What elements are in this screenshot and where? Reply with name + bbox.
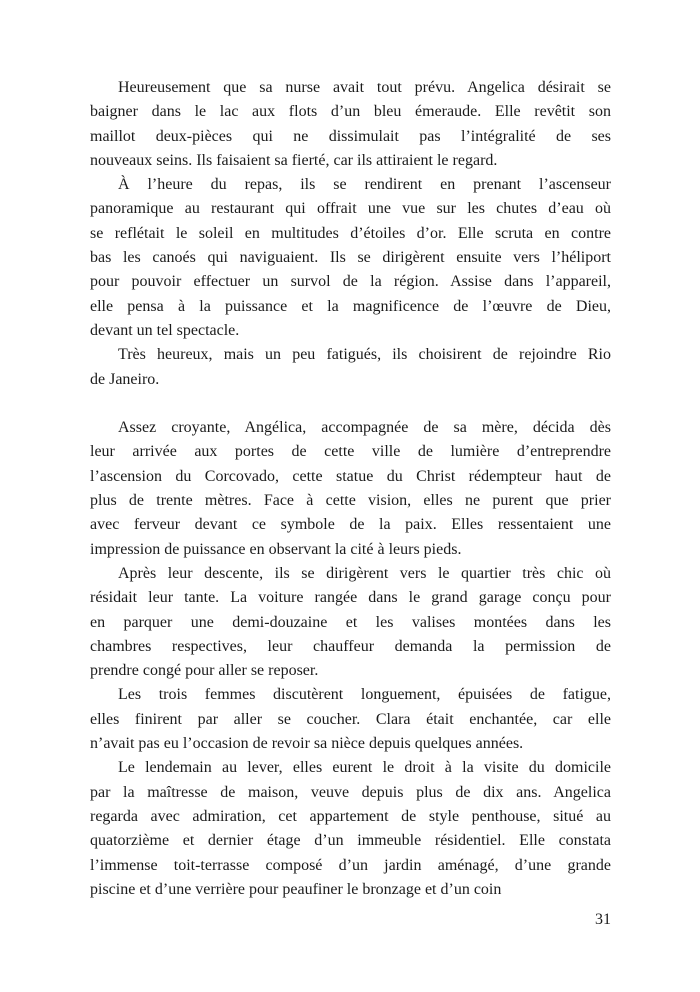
text-line: l’immense toit-terrasse composé d’un jardin aménagé, d’une grande bbox=[90, 856, 611, 874]
text-line: résidait leur tante. La voiture rangée dans le grand garage conçu pour bbox=[90, 589, 611, 607]
paragraph bbox=[90, 173, 611, 343]
text-line: elles finirent par aller se coucher. Clara était enchantée, car elle bbox=[90, 710, 611, 728]
paragraph bbox=[90, 562, 611, 683]
text-line: Le lendemain au lever, elles eurent le droit à la visite du domicile bbox=[118, 759, 611, 777]
text-line: avec ferveur devant ce symbole de la paix. Elles ressentaient une bbox=[90, 516, 611, 534]
text-line: Assez croyante, Angélica, accompagnée de sa mère, décida dès bbox=[118, 419, 611, 437]
paragraph bbox=[90, 756, 611, 902]
paragraph bbox=[90, 416, 611, 562]
text-line: Très heureux, mais un peu fatigués, ils choisirent de rejoindre Rio bbox=[118, 346, 611, 364]
page-text bbox=[90, 76, 611, 902]
text-line: l’ascension du Corcovado, cette statue du Christ rédempteur haut de bbox=[90, 467, 611, 485]
text-line: se reflétait le soleil en multitudes d’étoiles d’or. Elle scruta en contre bbox=[90, 224, 611, 242]
text-line: baigner dans le lac aux flots d’un bleu émeraude. Elle revêtit son bbox=[90, 103, 611, 121]
text-line: Les trois femmes discutèrent longuement, épuisées de fatigue, bbox=[118, 686, 611, 704]
text-line: plus de trente mètres. Face à cette vision, elles ne purent que prier bbox=[90, 492, 611, 510]
text-line: quatorzième et dernier étage d’un immeuble résidentiel. Elle constata bbox=[90, 832, 611, 850]
paragraph bbox=[90, 343, 611, 392]
paragraph bbox=[90, 683, 611, 756]
text-line: Heureusement que sa nurse avait tout prévu. Angelica désirait se bbox=[118, 79, 611, 96]
paragraph bbox=[90, 76, 611, 173]
text-line: elle pensa à la puissance et la magnificence de l’œuvre de Dieu, bbox=[90, 297, 611, 315]
text-line: en parquer une demi-douzaine et les valises montées dans les bbox=[90, 613, 611, 631]
text-line: nouveaux seins. Ils faisaient sa fierté, car ils attiraient le regard. bbox=[90, 151, 498, 169]
page-number: 31 bbox=[595, 911, 611, 928]
text-line: bas les canoés qui naviguaient. Ils se dirigèrent ensuite vers l’héliport bbox=[90, 249, 611, 267]
text-line: n’avait pas eu l’occasion de revoir sa nièce depuis quelques années. bbox=[90, 735, 524, 753]
text-line: chambres respectives, leur chauffeur demanda la permission de bbox=[90, 637, 611, 655]
text-line: leur arrivée aux portes de cette ville de lumière d’entreprendre bbox=[90, 443, 611, 461]
text-line: par la maîtresse de maison, veuve depuis plus de dix ans. Angelica bbox=[90, 783, 611, 801]
text-line: regarda avec admiration, cet appartement de style penthouse, situé au bbox=[90, 807, 611, 825]
text-line: panoramique au restaurant qui offrait une vue sur les chutes d’eau où bbox=[90, 200, 611, 218]
text-line: de Janeiro. bbox=[90, 370, 160, 388]
text-line: Après leur descente, ils se dirigèrent vers le quartier très chic où bbox=[118, 564, 611, 582]
text-line: maillot deux-pièces qui ne dissimulait pas l’intégralité de ses bbox=[90, 127, 611, 145]
text-line: À l’heure du repas, ils se rendirent en prenant l’ascenseur bbox=[118, 176, 611, 194]
text-line: impression de puissance en observant la cité à leurs pieds. bbox=[90, 540, 462, 558]
text-line: prendre congé pour aller se reposer. bbox=[90, 662, 319, 680]
text-line: pour pouvoir effectuer un survol de la région. Assise dans l’appareil, bbox=[90, 273, 611, 291]
text-line: piscine et d’une verrière pour peaufiner le bronzage et d’un coin bbox=[90, 880, 502, 898]
text-line: devant un tel spectacle. bbox=[90, 321, 240, 339]
